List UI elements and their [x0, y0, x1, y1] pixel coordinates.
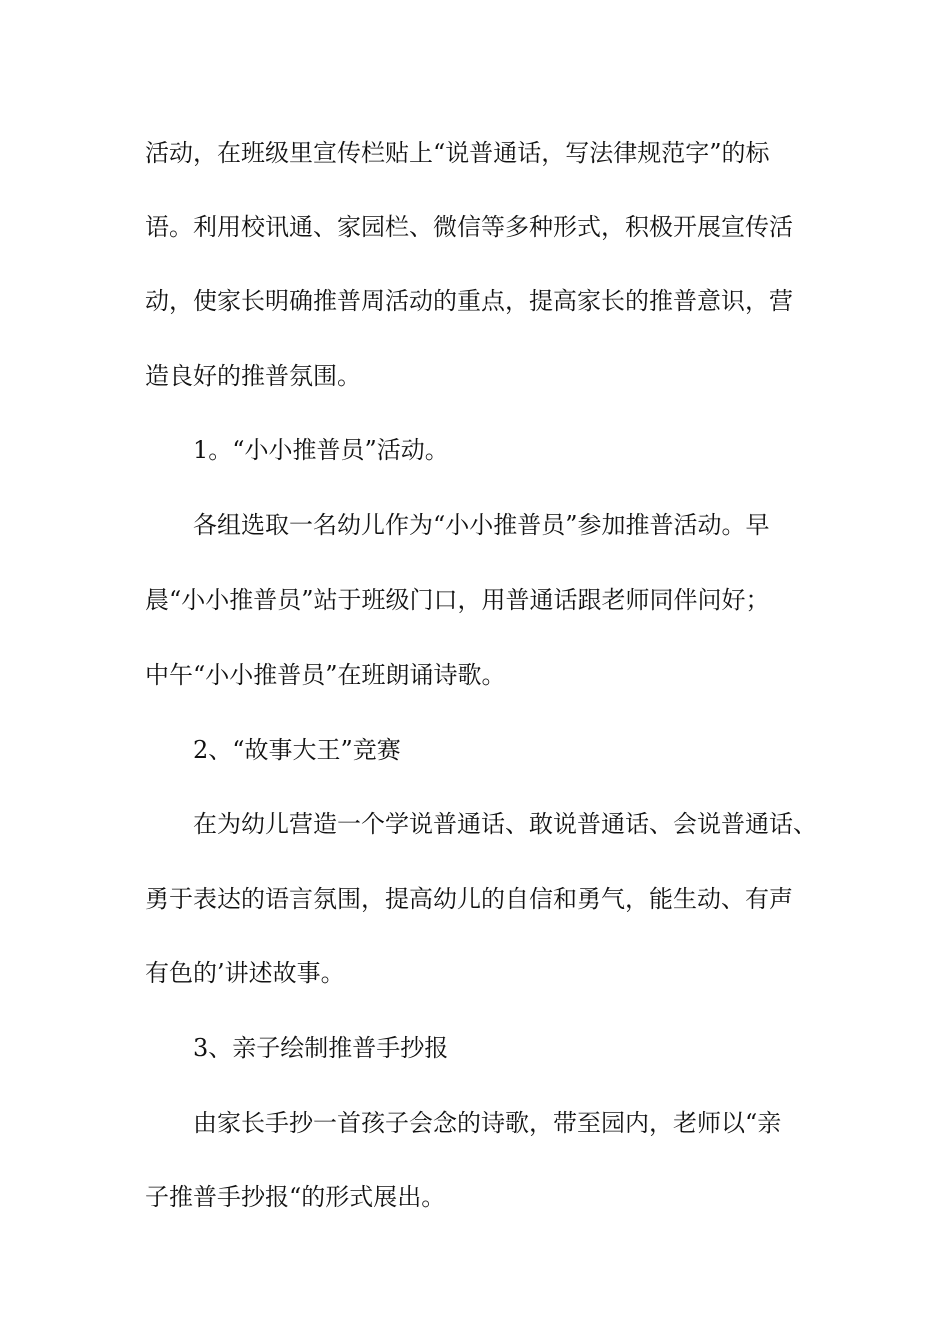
section-heading: 1。“小小推普员”活动。	[193, 436, 449, 464]
paragraph-line: 有色的’讲述故事。	[145, 959, 345, 987]
paragraph-line: 由家长手抄一首孩子会念的诗歌，带至园内，老师以“亲	[193, 1109, 782, 1137]
paragraph-line: 在为幼儿营造一个学说普通话、敢说普通话、会说普通话、	[193, 810, 817, 838]
paragraph-line: 勇于表达的语言氛围，提高幼儿的自信和勇气，能生动、有声	[145, 885, 793, 913]
section-heading: 2、“故事大王”竞赛	[193, 736, 401, 764]
paragraph-line: 子推普手抄报“的形式展出。	[145, 1183, 446, 1211]
paragraph-line: 晨“小小推普员”站于班级门口，用普通话跟老师同伴问好；	[145, 586, 770, 614]
paragraph-line: 中午“小小推普员”在班朗诵诗歌。	[145, 661, 506, 689]
section-heading: 3、亲子绘制推普手抄报	[193, 1034, 449, 1062]
paragraph-line: 活动，在班级里宣传栏贴上“说普通话，写法律规范字”的标	[145, 139, 770, 167]
paragraph-line: 动，使家长明确推普周活动的重点，提高家长的推普意识，营	[145, 287, 793, 315]
paragraph-line: 语。利用校讯通、家园栏、微信等多种形式，积极开展宣传活	[145, 213, 793, 241]
paragraph-line: 造良好的推普氛围。	[145, 362, 361, 390]
paragraph-line: 各组选取一名幼儿作为“小小推普员”参加推普活动。早	[193, 511, 770, 539]
